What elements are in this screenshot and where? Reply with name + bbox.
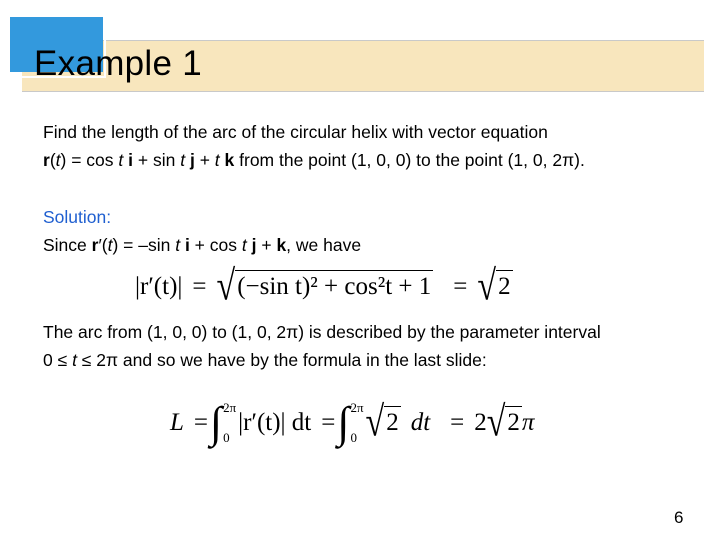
integral-2 (337, 400, 363, 446)
eq-sign: = (193, 409, 209, 436)
sqrt-icon: √ (365, 399, 385, 446)
sqrt-icon: √ (216, 263, 236, 310)
result-coefficient: 2 (474, 409, 487, 436)
text-fragment: + (256, 235, 277, 255)
vector-r: r (43, 150, 50, 170)
text-fragment: ≤ 2π and so we have by the formula in the last slide: (76, 350, 487, 370)
radicand: (−sin t)² + cos²t + 1 (235, 270, 433, 304)
radicand: 2 (496, 270, 513, 304)
text-fragment: + cos (189, 235, 242, 255)
text-fragment: from the point (1, 0, 0) to the point (1, 0, 2π). (234, 150, 585, 170)
var-t: t (72, 350, 77, 370)
radicand: 2 (505, 406, 522, 440)
var-t: t (180, 150, 186, 170)
sqrt-two (365, 399, 401, 446)
var-t: t (118, 150, 124, 170)
unit-j: j (251, 235, 257, 255)
text-fragment: ) = cos (60, 150, 119, 170)
text-fragment: Since (43, 235, 92, 255)
integrand: |r′(t)| dt (238, 409, 312, 436)
unit-i: i (184, 235, 190, 255)
integral-limits (350, 400, 363, 446)
unit-i: i (128, 150, 134, 170)
vector-r: r (91, 235, 99, 255)
sqrt-two (486, 399, 522, 446)
eq-sign: = (453, 273, 468, 300)
text-fragment: ) = –sin (112, 235, 176, 255)
integral-1 (210, 400, 236, 446)
var-t: t (107, 235, 113, 255)
derivative-magnitude-equation (135, 264, 513, 310)
interval-line-1: The arc from (1, 0, 0) to (1, 0, 2π) is described by the parameter interval (43, 322, 601, 342)
problem-line-2 (43, 146, 585, 174)
sqrt-two (477, 263, 512, 310)
var-t: t (175, 235, 181, 255)
lower-limit: 0 (350, 430, 357, 445)
text-fragment: + sin (133, 150, 181, 170)
var-t: t (241, 235, 247, 255)
integral-limits (223, 400, 236, 446)
unit-k: k (224, 150, 235, 170)
var-L: L (170, 409, 184, 436)
problem-line-1: Find the length of the arc of the circular helix with vector equation (43, 122, 548, 142)
page-number: 6 (674, 508, 684, 527)
upper-limit: 2π (350, 400, 364, 415)
slide-title: Example 1 (34, 44, 203, 83)
eq-sign: = (321, 409, 336, 436)
text-fragment: ( (49, 150, 56, 170)
text-fragment: 0 ≤ (43, 350, 73, 370)
sqrt-icon: √ (486, 399, 506, 446)
upper-limit: 2π (223, 400, 237, 415)
unit-k: k (276, 235, 287, 255)
var-t: t (55, 150, 61, 170)
radicand: 2 (384, 406, 401, 440)
solution-block (43, 203, 361, 259)
eq-sign: = (450, 409, 465, 436)
problem-statement (43, 118, 585, 174)
eq-lhs: |r′(t)| (135, 273, 183, 300)
interval-line-2 (43, 346, 601, 374)
lower-limit: 0 (223, 430, 230, 445)
text-fragment: , we have (286, 235, 362, 255)
integral-icon: ∫ (337, 398, 350, 447)
sqrt-expression (216, 263, 434, 310)
arc-length-integral (170, 398, 534, 448)
text-fragment: + (194, 150, 215, 170)
sqrt-icon: √ (477, 263, 497, 310)
solution-label: Solution: (43, 207, 112, 227)
differential: dt (410, 409, 431, 436)
solution-line (43, 231, 361, 259)
text-fragment: ′( (98, 235, 108, 255)
var-t: t (214, 150, 220, 170)
integral-icon: ∫ (210, 398, 223, 447)
unit-j: j (189, 150, 195, 170)
eq-sign: = (192, 273, 207, 300)
interval-statement (43, 318, 601, 374)
pi-symbol: π (521, 409, 535, 436)
